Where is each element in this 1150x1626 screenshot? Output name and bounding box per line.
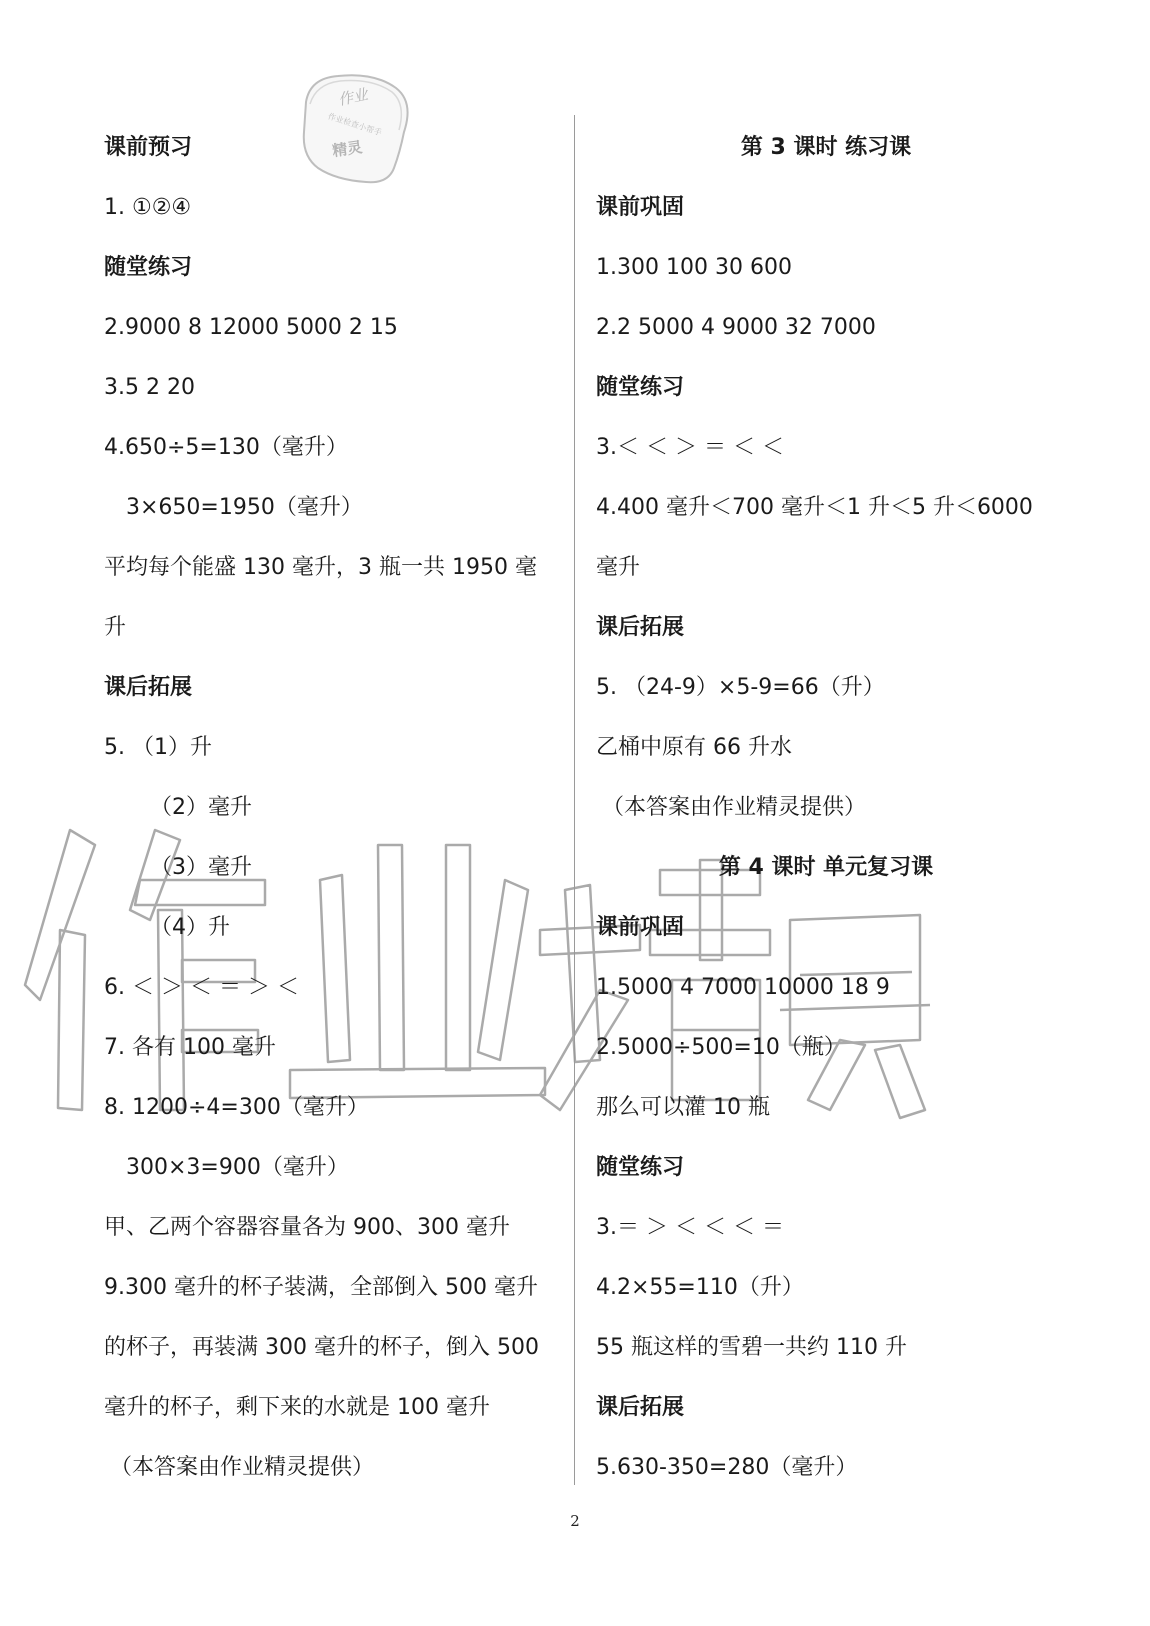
answer-line: 3×650=1950（毫升）	[126, 495, 363, 520]
answer-line: 乙桶中原有 66 升水	[596, 735, 792, 760]
right-column	[596, 118, 1056, 1498]
page-number: 2	[570, 1512, 580, 1530]
section-heading: 随堂练习	[104, 255, 193, 280]
answer-line: 5. （24-9）×5-9=66（升）	[596, 675, 885, 700]
answer-line: 4.650÷5=130（毫升）	[104, 435, 348, 460]
section-heading: 随堂练习	[596, 1155, 685, 1180]
answer-line: 2.2 5000 4 9000 32 7000	[596, 315, 876, 340]
answer-line: 那么可以灌 10 瓶	[596, 1095, 770, 1120]
answer-line: 6. ＜ ＞ ＜ ＝ ＞ ＜	[104, 975, 299, 1000]
section-heading: 随堂练习	[596, 375, 685, 400]
answer-line: 升	[104, 615, 127, 640]
answer-line: 5. （1）升	[104, 735, 212, 760]
answer-line: 3.5 2 20	[104, 375, 195, 400]
answer-line: （4）升	[150, 915, 230, 940]
answer-line: 8. 1200÷4=300（毫升）	[104, 1095, 369, 1120]
section-heading: 课后拓展	[596, 1395, 685, 1420]
answer-line: 2.9000 8 12000 5000 2 15	[104, 315, 398, 340]
answer-line: 55 瓶这样的雪碧一共约 110 升	[596, 1335, 907, 1360]
answer-line: （本答案由作业精灵提供）	[602, 795, 867, 820]
answer-line: 3.＝ ＞ ＜ ＜ ＜ ＝	[596, 1215, 784, 1240]
answer-line: 7. 各有 100 毫升	[104, 1035, 276, 1060]
answer-line: 2.5000÷500=10（瓶）	[596, 1035, 846, 1060]
answer-line: （2）毫升	[150, 795, 252, 820]
answer-line: 毫升的杯子，剩下来的水就是 100 毫升	[104, 1395, 490, 1420]
answer-line: 300×3=900（毫升）	[126, 1155, 349, 1180]
left-column	[104, 118, 574, 1498]
answer-line: 毫升	[596, 555, 641, 580]
answer-line: 的杯子，再装满 300 毫升的杯子，倒入 500	[104, 1335, 539, 1360]
section-heading: 课前巩固	[596, 915, 685, 940]
answer-line: 4.2×55=110（升）	[596, 1275, 804, 1300]
lesson-title: 第 4 课时 单元复习课	[718, 855, 934, 880]
stamp-line1: 作业	[336, 85, 370, 110]
answer-line: 甲、乙两个容器容量各为 900、300 毫升	[104, 1215, 510, 1240]
section-heading: 课后拓展	[596, 615, 685, 640]
lesson-title: 第 3 课时 练习课	[740, 135, 912, 160]
column-divider	[574, 115, 575, 1485]
section-heading: 课前巩固	[596, 195, 685, 220]
answer-line: （本答案由作业精灵提供）	[110, 1455, 375, 1480]
stamp-line3: 精灵	[331, 138, 364, 161]
answer-line: 3.＜ ＜ ＞ ＝ ＜ ＜	[596, 435, 784, 460]
stamp-line2: 作业检查小帮手	[326, 111, 383, 138]
answer-line: 4.400 毫升＜700 毫升＜1 升＜5 升＜6000	[596, 495, 1033, 520]
answer-line: 1.5000 4 7000 10000 18 9	[596, 975, 890, 1000]
answer-line: 9.300 毫升的杯子装满，全部倒入 500 毫升	[104, 1275, 538, 1300]
answer-line: （3）毫升	[150, 855, 252, 880]
section-heading: 课后拓展	[104, 675, 193, 700]
answer-line: 5.630-350=280（毫升）	[596, 1455, 858, 1480]
answer-line: 平均每个能盛 130 毫升，3 瓶一共 1950 毫	[104, 555, 537, 580]
section-heading: 课前预习	[104, 135, 193, 160]
answer-line: 1.300 100 30 600	[596, 255, 792, 280]
answer-line: 1. ①②④	[104, 195, 192, 220]
